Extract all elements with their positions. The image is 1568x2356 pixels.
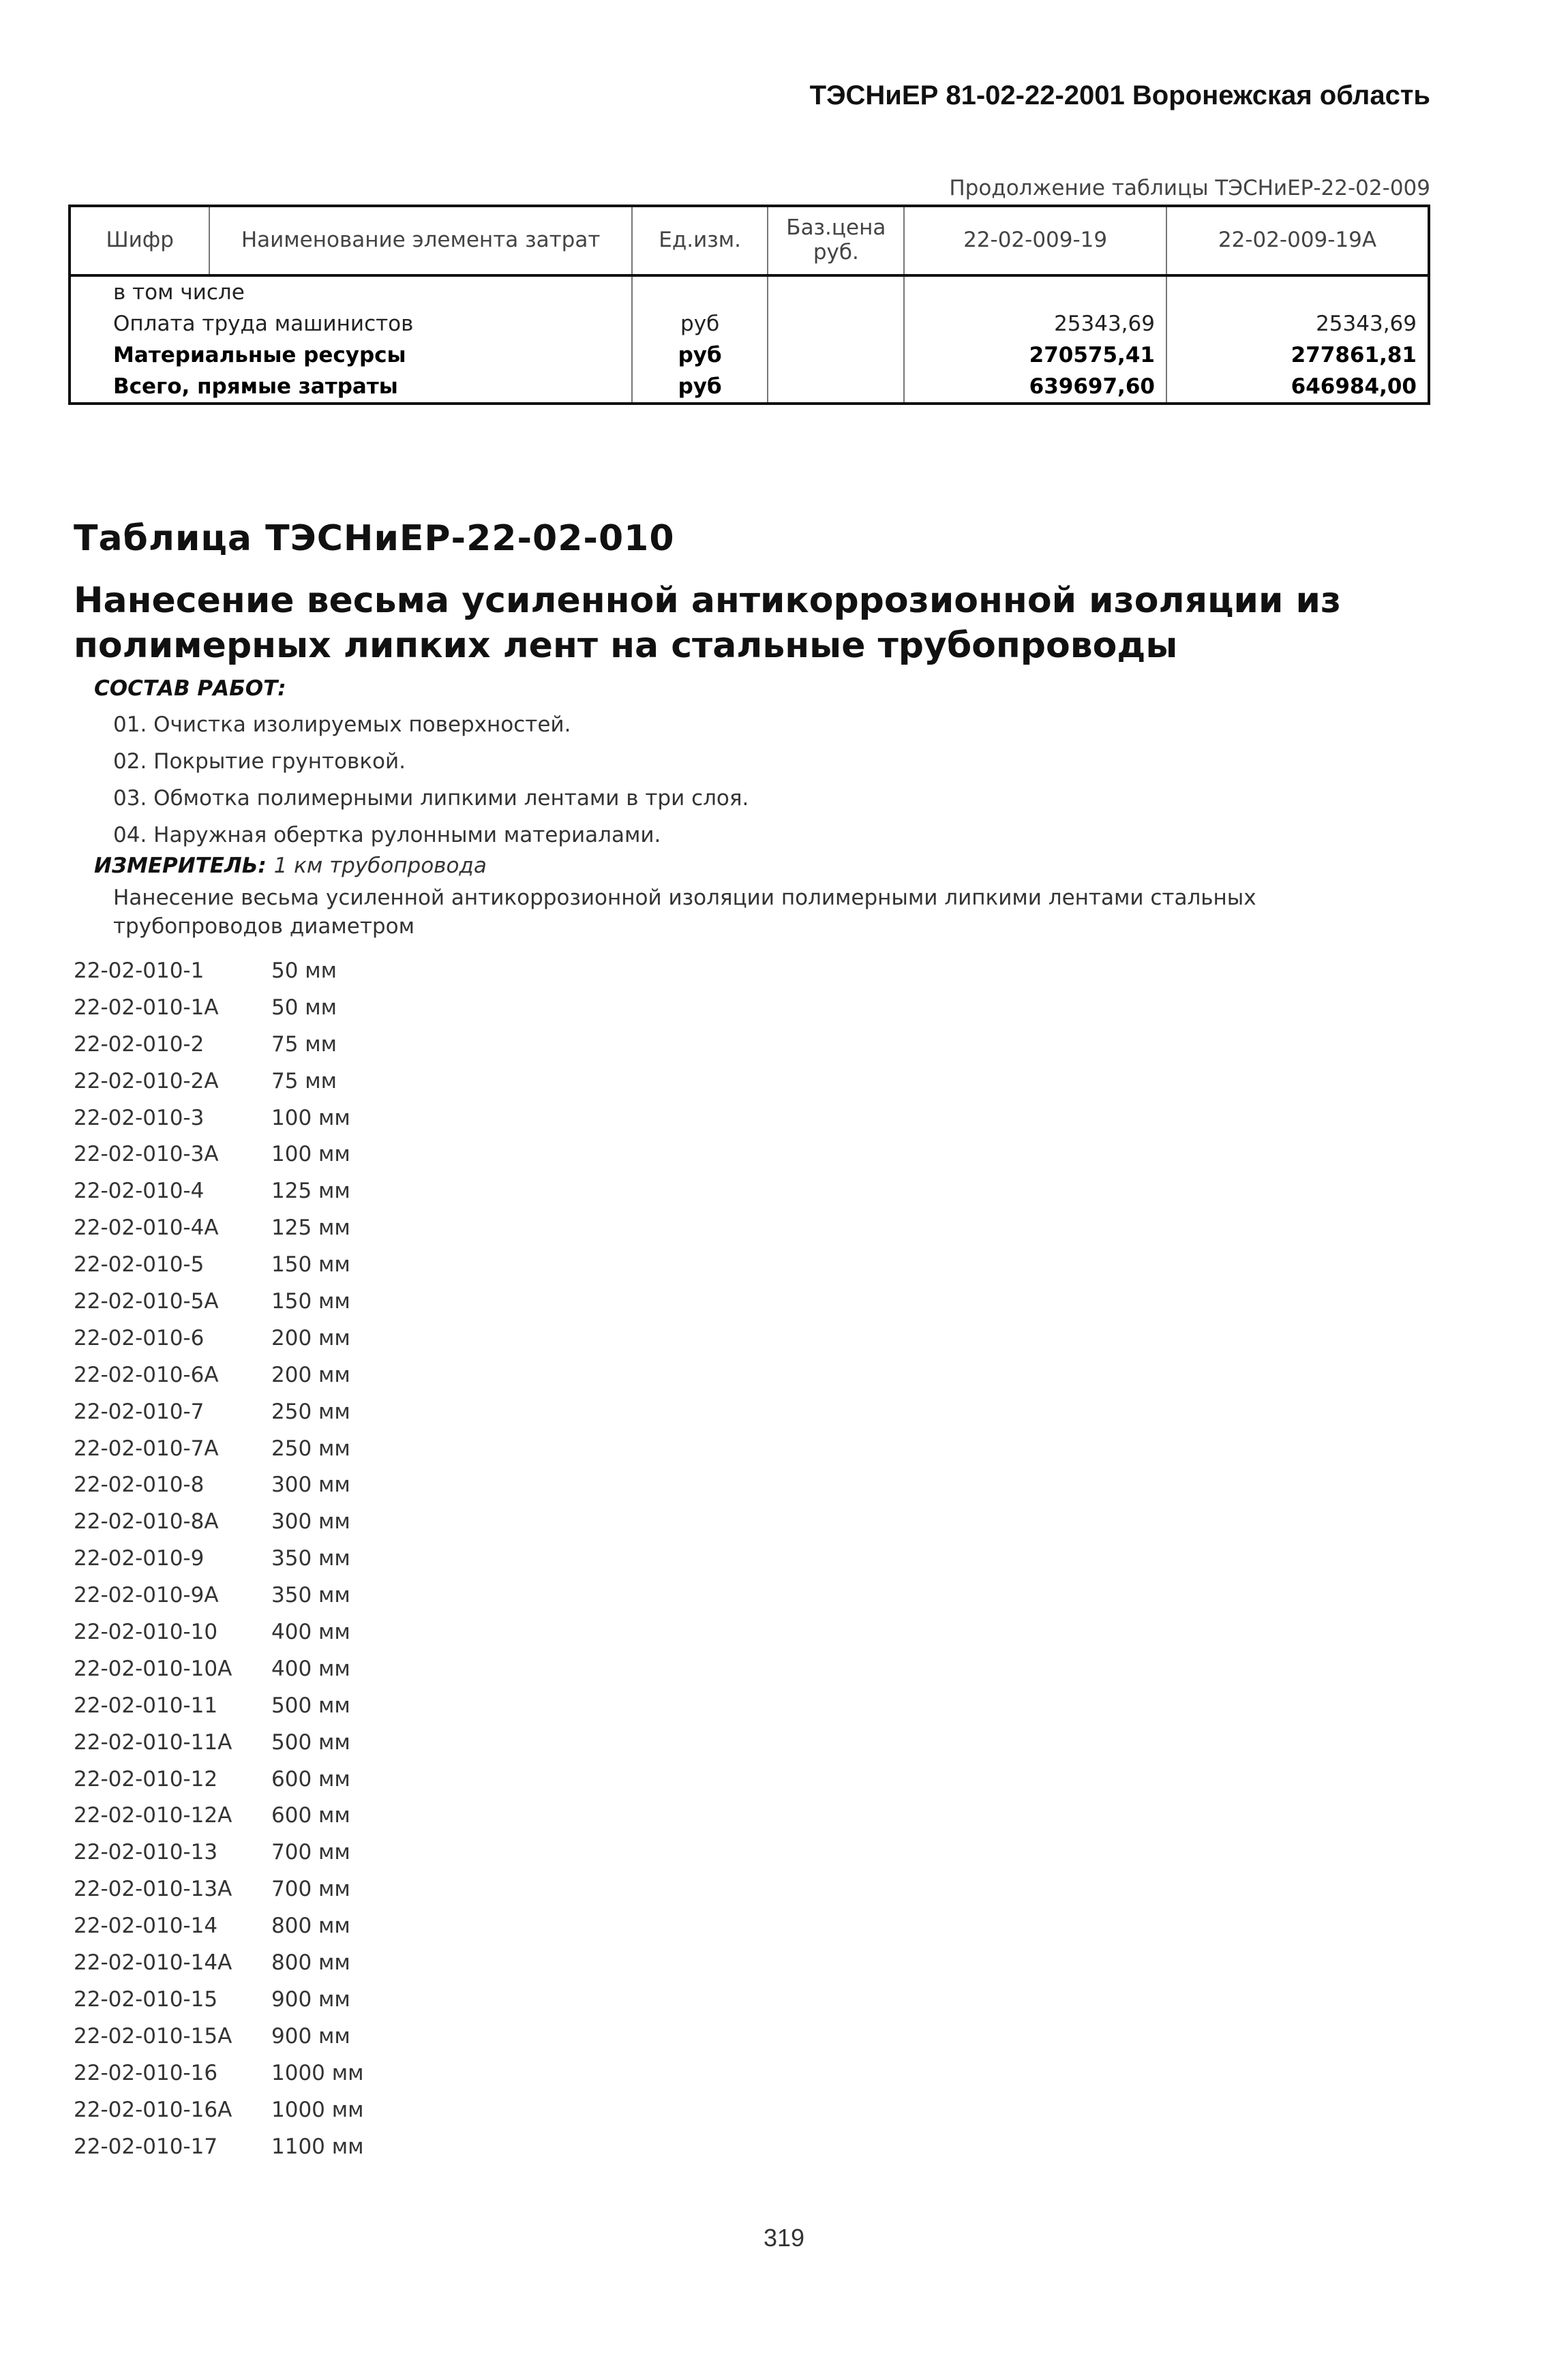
code-label: 22-02-010-13 xyxy=(74,1840,218,1865)
table-description: Нанесение весьма усиленной антикоррозионной изоляции из полимерных липких лент на стальные трубопроводы xyxy=(74,580,1342,666)
list-item xyxy=(74,990,364,1027)
list-item xyxy=(74,1136,364,1173)
diameter-label: 600 мм xyxy=(271,1803,350,1828)
cost-item-value: 639697,60 xyxy=(904,371,1166,404)
cost-item-value: 25343,69 xyxy=(904,308,1166,339)
cost-item-value xyxy=(904,275,1166,308)
code-label: 22-02-010-2 xyxy=(74,1031,205,1057)
table-row xyxy=(70,339,1429,371)
cost-item-base xyxy=(768,371,904,404)
list-item xyxy=(74,1394,364,1431)
code-label: 22-02-010-6 xyxy=(74,1325,205,1350)
diameter-label: 1100 мм xyxy=(271,2134,364,2159)
diameter-label: 500 мм xyxy=(271,1730,350,1755)
diameter-label: 50 мм xyxy=(271,995,337,1020)
cost-table xyxy=(68,205,1430,405)
list-item xyxy=(74,1173,364,1210)
table-header-row xyxy=(70,206,1429,275)
list-item xyxy=(74,1210,364,1247)
diameter-label: 350 мм xyxy=(271,1583,350,1608)
table-row xyxy=(70,275,1429,308)
code-label: 22-02-010-10 xyxy=(74,1620,218,1645)
meter-value: 1 км трубопровода xyxy=(273,854,487,878)
list-item xyxy=(74,1577,364,1614)
list-item xyxy=(74,1027,364,1063)
diameter-label: 125 мм xyxy=(271,1215,350,1241)
code-label: 22-02-010-12А xyxy=(74,1803,232,1828)
code-label: 22-02-010-4А xyxy=(74,1215,219,1241)
code-label: 22-02-010-2А xyxy=(74,1068,219,1093)
diameter-label: 75 мм xyxy=(271,1068,337,1093)
code-label: 22-02-010-13А xyxy=(74,1877,232,1902)
list-item: 02. Покрытие грунтовкой. xyxy=(113,749,406,774)
cost-item-value: 277861,81 xyxy=(1166,339,1429,371)
list-item xyxy=(74,1431,364,1468)
work-composition-list xyxy=(113,706,749,854)
work-composition-label: СОСТАВ РАБОТ: xyxy=(94,676,286,701)
column-header: 22-02-009-19А xyxy=(1166,206,1429,275)
cost-item-name: Оплата труда машинистов xyxy=(70,308,632,339)
code-label: 22-02-010-9 xyxy=(74,1546,205,1571)
diameter-label: 400 мм xyxy=(271,1620,350,1645)
list-item xyxy=(74,1982,364,2019)
diameter-label: 250 мм xyxy=(271,1436,350,1461)
list-item xyxy=(74,1908,364,1945)
table-title: Таблица ТЭСНиЕР-22-02-010 xyxy=(74,518,675,559)
diameter-label: 900 мм xyxy=(271,2023,350,2049)
diameter-label: 350 мм xyxy=(271,1546,350,1571)
list-item xyxy=(74,1541,364,1577)
list-item xyxy=(74,1798,364,1834)
list-item xyxy=(74,2092,364,2129)
list-item xyxy=(74,1357,364,1394)
code-label: 22-02-010-8 xyxy=(74,1472,205,1498)
list-item: 04. Наружная обертка рулонными материалами. xyxy=(113,823,661,847)
list-item xyxy=(74,1762,364,1798)
diameter-label: 700 мм xyxy=(271,1840,350,1865)
code-label: 22-02-010-12 xyxy=(74,1766,218,1792)
document-header: ТЭСНиЕР 81-02-22-2001 Воронежская область xyxy=(809,80,1430,110)
code-label: 22-02-010-16 xyxy=(74,2060,218,2085)
list-item xyxy=(74,953,364,990)
cost-item-name: Материальные ресурсы xyxy=(70,339,632,371)
meter-label: ИЗМЕРИТЕЛЬ: xyxy=(94,854,267,878)
list-item xyxy=(74,1688,364,1725)
code-label: 22-02-010-6А xyxy=(74,1362,219,1387)
code-label: 22-02-010-8А xyxy=(74,1509,219,1535)
diameter-label: 400 мм xyxy=(271,1656,350,1681)
list-item: 01. Очистка изолируемых поверхностей. xyxy=(113,712,571,737)
cost-item-unit: руб xyxy=(632,371,768,404)
list-item xyxy=(74,1504,364,1541)
diameter-label: 600 мм xyxy=(271,1766,350,1792)
diameter-label: 75 мм xyxy=(271,1031,337,1057)
code-label: 22-02-010-17 xyxy=(74,2134,218,2159)
cost-item-unit: руб xyxy=(632,339,768,371)
diameter-label: 700 мм xyxy=(271,1877,350,1902)
cost-item-value: 25343,69 xyxy=(1166,308,1429,339)
list-item xyxy=(74,2055,364,2092)
code-label: 22-02-010-10А xyxy=(74,1656,232,1681)
cost-item-unit: руб xyxy=(632,308,768,339)
cost-item-base xyxy=(768,308,904,339)
diameter-label: 125 мм xyxy=(271,1179,350,1204)
code-label: 22-02-010-3А xyxy=(74,1142,219,1167)
diameter-label: 300 мм xyxy=(271,1472,350,1498)
diameter-label: 300 мм xyxy=(271,1509,350,1535)
code-label: 22-02-010-1А xyxy=(74,995,219,1020)
cost-item-name: в том числе xyxy=(70,275,632,308)
list-item xyxy=(74,1834,364,1871)
cost-item-value xyxy=(1166,275,1429,308)
code-label: 22-02-010-15А xyxy=(74,2023,232,2049)
code-label: 22-02-010-11А xyxy=(74,1730,232,1755)
column-header: Наименование элемента затрат xyxy=(209,206,631,275)
column-header: Шифр xyxy=(70,206,209,275)
code-label: 22-02-010-4 xyxy=(74,1179,205,1204)
column-header: Ед.изм. xyxy=(632,206,768,275)
list-item xyxy=(74,1871,364,1908)
diameter-label: 1000 мм xyxy=(271,2060,364,2085)
list-item xyxy=(74,2019,364,2055)
diameter-label: 800 мм xyxy=(271,1914,350,1939)
code-label: 22-02-010-7 xyxy=(74,1399,205,1424)
meter-line xyxy=(94,854,487,878)
list-item xyxy=(74,1725,364,1762)
diameter-label: 1000 мм xyxy=(271,2097,364,2122)
list-item xyxy=(74,1945,364,1982)
code-label: 22-02-010-16А xyxy=(74,2097,232,2122)
meter-description: Нанесение весьма усиленной антикоррозионной изоляции полимерными липкими лентами стальных трубопроводов диаметром xyxy=(113,886,1256,939)
code-list xyxy=(74,953,364,2165)
diameter-label: 100 мм xyxy=(271,1105,350,1130)
cost-item-value: 270575,41 xyxy=(904,339,1166,371)
table-row xyxy=(70,308,1429,339)
list-item xyxy=(74,1284,364,1320)
code-label: 22-02-010-5А xyxy=(74,1289,219,1314)
code-label: 22-02-010-14А xyxy=(74,1950,232,1976)
diameter-label: 500 мм xyxy=(271,1693,350,1718)
cost-item-base xyxy=(768,275,904,308)
list-item xyxy=(74,1247,364,1284)
list-item: 03. Обмотка полимерными липкими лентами в три слоя. xyxy=(113,786,749,811)
list-item xyxy=(74,1100,364,1137)
code-label: 22-02-010-11 xyxy=(74,1693,218,1718)
list-item xyxy=(74,1651,364,1688)
table-row xyxy=(70,371,1429,404)
cost-item-value: 646984,00 xyxy=(1166,371,1429,404)
list-item xyxy=(74,1614,364,1651)
code-label: 22-02-010-7А xyxy=(74,1436,219,1461)
cost-item-base xyxy=(768,339,904,371)
diameter-label: 250 мм xyxy=(271,1399,350,1424)
list-item xyxy=(74,1063,364,1100)
diameter-label: 200 мм xyxy=(271,1325,350,1350)
code-label: 22-02-010-1 xyxy=(74,958,205,983)
list-item xyxy=(74,1320,364,1357)
page-number: 319 xyxy=(763,2224,805,2252)
code-label: 22-02-010-9А xyxy=(74,1583,219,1608)
list-item xyxy=(74,2129,364,2166)
diameter-label: 150 мм xyxy=(271,1289,350,1314)
diameter-label: 150 мм xyxy=(271,1252,350,1278)
code-label: 22-02-010-15 xyxy=(74,1987,218,2012)
cost-item-unit xyxy=(632,275,768,308)
code-label: 22-02-010-3 xyxy=(74,1105,205,1130)
column-header: Баз.цена руб. xyxy=(768,206,904,275)
column-header: 22-02-009-19 xyxy=(904,206,1166,275)
list-item xyxy=(74,1467,364,1504)
diameter-label: 50 мм xyxy=(271,958,337,983)
continuation-label: Продолжение таблицы ТЭСНиЕР-22-02-009 xyxy=(949,176,1430,200)
diameter-label: 200 мм xyxy=(271,1362,350,1387)
diameter-label: 800 мм xyxy=(271,1950,350,1976)
code-label: 22-02-010-14 xyxy=(74,1914,218,1939)
cost-item-name: Всего, прямые затраты xyxy=(70,371,632,404)
diameter-label: 900 мм xyxy=(271,1987,350,2012)
code-label: 22-02-010-5 xyxy=(74,1252,205,1278)
diameter-label: 100 мм xyxy=(271,1142,350,1167)
